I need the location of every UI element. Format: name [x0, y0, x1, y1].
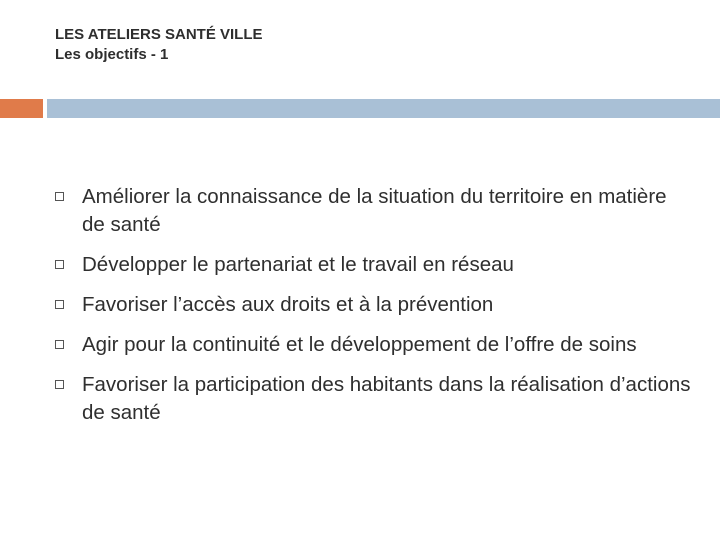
list-item-text: Développer le partenariat et le travail en réseau [82, 253, 514, 276]
list-item-text: Favoriser l’accès aux droits et à la prévention [82, 293, 494, 316]
square-bullet-icon [55, 380, 64, 389]
slide-header [55, 25, 263, 65]
list-item-text: Améliorer la connaissance de la situation du territoire en matière de santé [82, 185, 667, 236]
square-bullet-icon [55, 192, 64, 201]
title-band [47, 99, 720, 118]
square-bullet-icon [55, 300, 64, 309]
square-bullet-icon [55, 260, 64, 269]
accent-band [0, 99, 43, 118]
list-item [55, 183, 695, 239]
slide-subtitle: Les objectifs - 1 [55, 46, 169, 63]
objectives-list [55, 183, 695, 439]
square-bullet-icon [55, 340, 64, 349]
slide-title: LES ATELIERS SANTÉ VILLE [55, 26, 263, 43]
list-item-text: Agir pour la continuité et le développement de l’offre de soins [82, 333, 637, 356]
list-item [55, 291, 695, 319]
list-item [55, 371, 695, 427]
list-item-text: Favoriser la participation des habitants dans la réalisation d’actions de santé [82, 373, 691, 424]
list-item [55, 331, 695, 359]
list-item [55, 251, 695, 279]
